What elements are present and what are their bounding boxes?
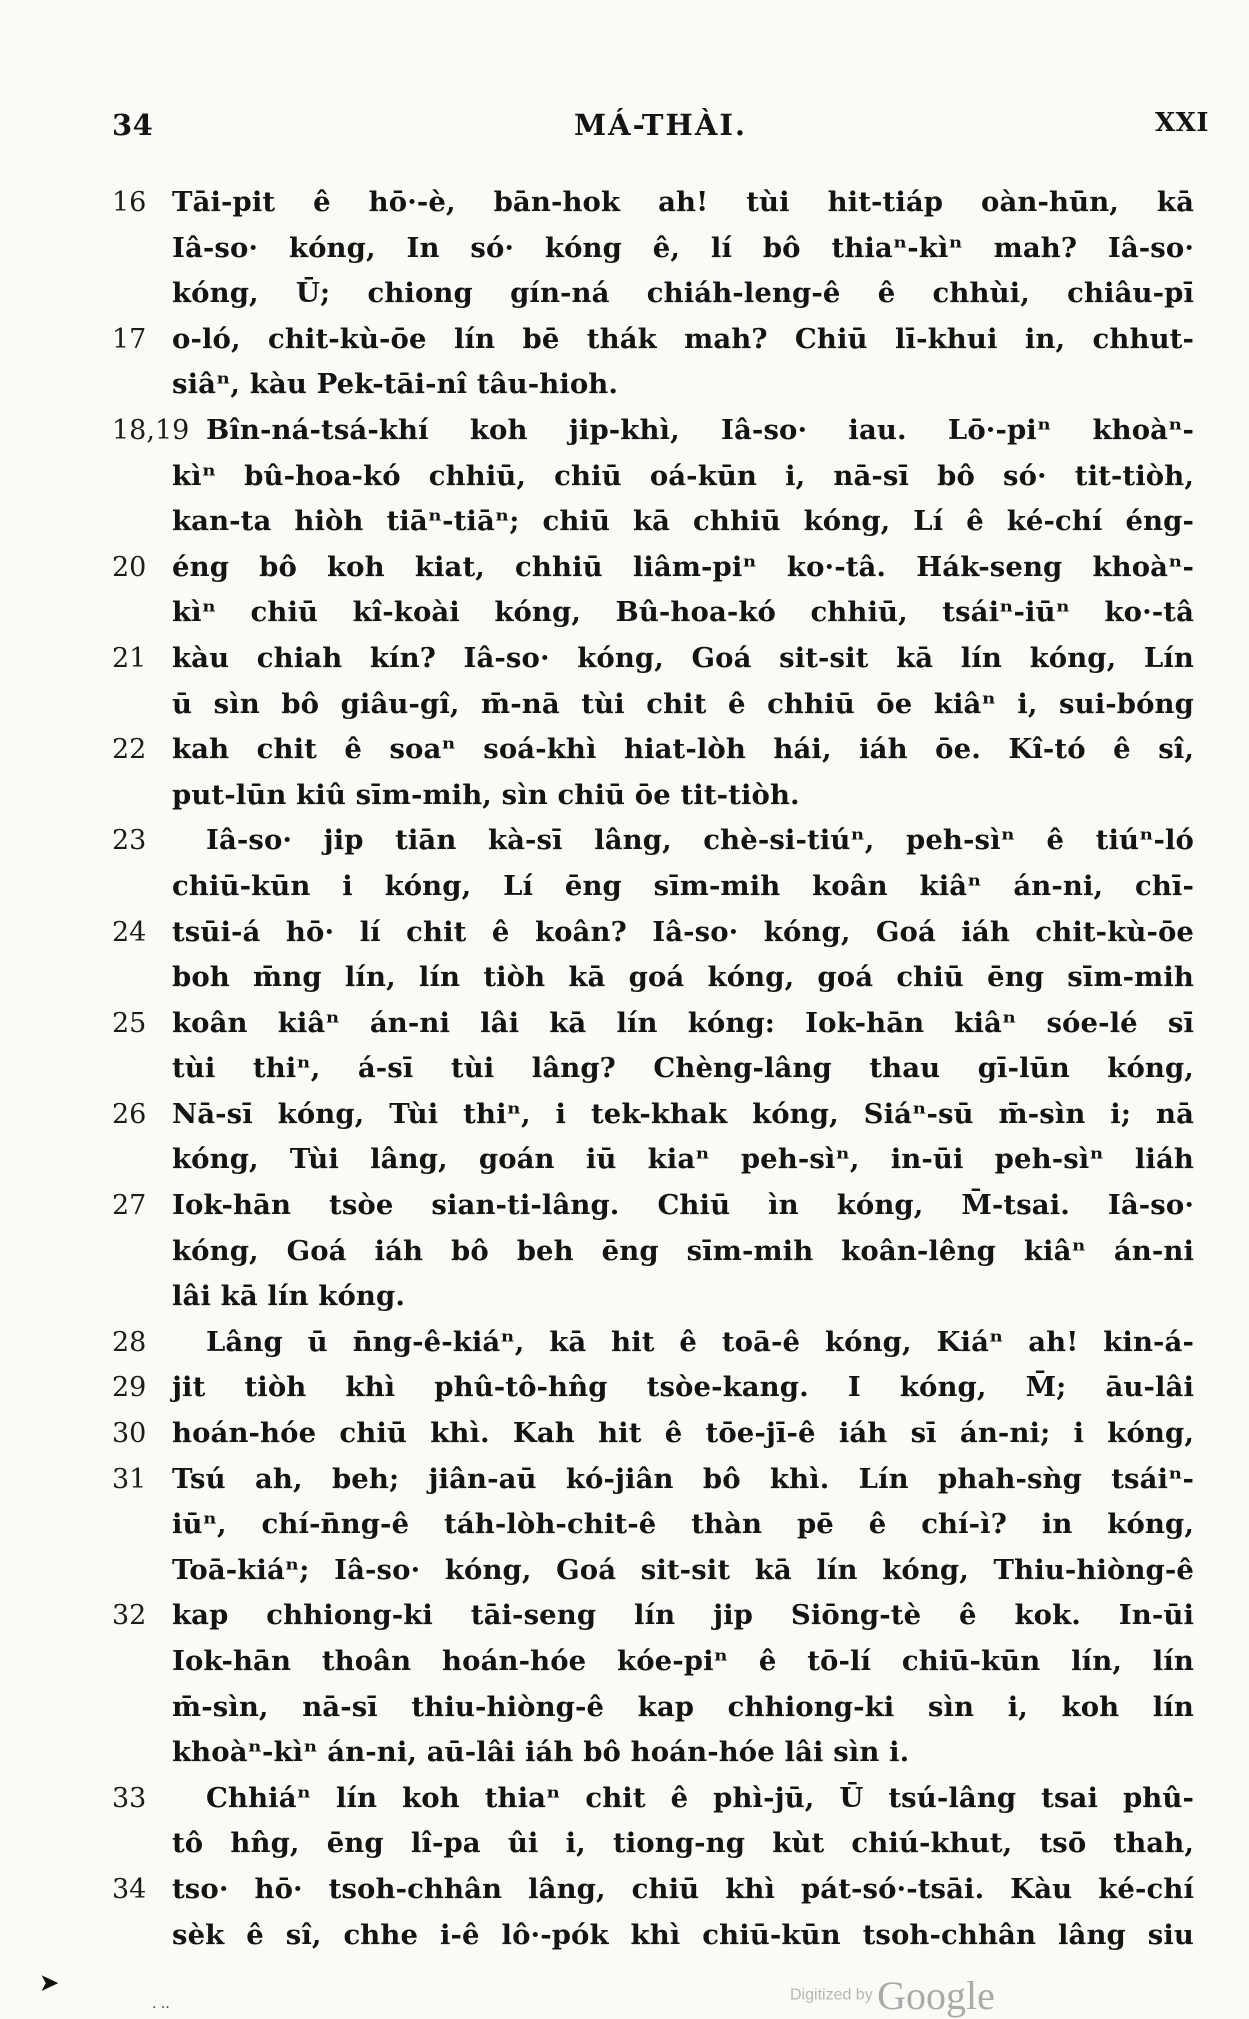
text-line [112, 1092, 1194, 1138]
line-text: kóng, Goá iáh bô beh ēng sīm-mih koân-lêng kiâⁿ án-ni [172, 1234, 1194, 1267]
line-text: kóng, Ū; chiong gín-ná chiáh-leng-ê ê chhùi, chiâu-pī [172, 277, 1194, 310]
line-text: kàu chiah kín? Iâ-so· kóng, Goá sit-sit kā lín kóng, Lín [172, 641, 1194, 674]
verse-number: 27 [112, 1190, 147, 1222]
print-specks: · ·· [152, 2000, 170, 2016]
text-line [112, 1867, 1194, 1913]
line-text: Lâng ū n̄ng-ê-kiáⁿ, kā hit ê toā-ê kóng, Kiáⁿ ah! kin-á- [206, 1325, 1194, 1358]
line-text: hoán-hóe chiū khì. Kah hit ê tōe-jī-ê iáh sī án-ni; i kóng, [172, 1417, 1194, 1450]
verse-number: 22 [112, 734, 147, 766]
text-line [112, 955, 1194, 1001]
text-line [112, 1821, 1194, 1867]
text-line [112, 1183, 1194, 1229]
line-text: iūⁿ, chí-n̄ng-ê táh-lòh-chit-ê thàn pē ê chí-ì? in kóng, [172, 1508, 1194, 1541]
verse-number: 23 [112, 825, 147, 857]
text-line [112, 773, 1194, 819]
page-number: 34 [112, 108, 154, 142]
line-text: put-lūn kiû sīm-mih, sìn chiū ōe tit-tiòh. [172, 778, 800, 811]
text-line [112, 1913, 1194, 1959]
verse-number: 30 [112, 1418, 147, 1450]
verse-number: 20 [112, 551, 147, 583]
line-text: siâⁿ, kàu Pek-tāi-nî tâu-hioh. [172, 368, 619, 401]
line-text: Iok-hān thoân hoán-hóe kóe-piⁿ ê tō-lí chiū-kūn lín, lín [172, 1645, 1194, 1677]
line-text: koân kiâⁿ án-ni lâi kā lín kóng: Iok-hān kiâⁿ sóe-lé sī [172, 1006, 1194, 1039]
text-body [112, 180, 1194, 1958]
line-text: m̄-sìn, nā-sī thiu-hiòng-ê kap chhiong-ki sìn i, koh lín [172, 1690, 1194, 1723]
line-text: tô hn̂g, ēng lî-pa ûi i, tiong-ng kùt chiú-khut, tsō thah, [172, 1827, 1194, 1860]
verse-number: 24 [112, 916, 147, 948]
line-text: kìⁿ bû-hoa-kó chhiū, chiū oá-kūn i, nā-sī bô só· tit-tiòh, [172, 459, 1194, 492]
line-text: kah chit ê soaⁿ soá-khì hiat-lòh hái, iáh ōe. Kî-tó ê sî, [172, 733, 1194, 766]
google-logo: Google [877, 1973, 995, 2018]
text-line [112, 180, 1194, 226]
line-text: Chhiáⁿ lín koh thiaⁿ chit ê phì-jū, Ū tsú-lâng tsai phû- [206, 1781, 1194, 1814]
line-text: lâi kā lín kóng. [172, 1280, 405, 1313]
page-header [112, 108, 1209, 152]
text-line [112, 1229, 1194, 1275]
text-line [112, 454, 1194, 500]
line-text: éng bô koh kiat, chhiū liâm-piⁿ ko·-tâ. Hák-seng khoàⁿ- [172, 550, 1194, 583]
verse-number: 34 [112, 1873, 147, 1905]
text-line [112, 590, 1194, 636]
line-text: kìⁿ chiū kî-koài kóng, Bû-hoa-kó chhiū, tsáiⁿ-iūⁿ ko·-tâ [172, 596, 1194, 629]
text-line [112, 545, 1194, 591]
text-line [112, 1548, 1194, 1594]
text-line [112, 1685, 1194, 1731]
text-line [112, 1274, 1194, 1320]
line-text: tso· hō· tsoh-chhân lâng, chiū khì pát-só·-tsāi. Kàu ké-chí [172, 1872, 1194, 1905]
text-line [112, 1457, 1194, 1503]
line-text: Nā-sī kóng, Tùi thiⁿ, i tek-khak kóng, Siáⁿ-sū m̄-sìn i; nā [172, 1097, 1194, 1130]
line-text: Tāi-pit ê hō·-è, bān-hok ah! tùi hit-tiáp oàn-hūn, kā [172, 186, 1194, 218]
text-line [112, 226, 1194, 272]
verse-number: 21 [112, 642, 147, 674]
verse-number: 31 [112, 1463, 147, 1495]
watermark-prefix: Digitized by [790, 1986, 873, 2004]
digitized-watermark [790, 1972, 995, 2019]
verse-number: 33 [112, 1782, 147, 1814]
text-line [112, 1137, 1194, 1183]
line-text: boh m̄ng lín, lín tiòh kā goá kóng, goá chiū ēng sīm-mih [172, 961, 1194, 994]
text-line [112, 1730, 1194, 1776]
verse-number: 32 [112, 1600, 147, 1632]
running-title: MÁ-THÀI. [574, 108, 747, 142]
line-text: Bîn-ná-tsá-khí koh jip-khì, Iâ-so· iau. Lō·-piⁿ khoàⁿ- [206, 413, 1194, 446]
line-text: Iok-hān tsòe sian-ti-lâng. Chiū ìn kóng, M̄-tsai. Iâ-so· [172, 1189, 1194, 1222]
line-text: kóng, Tùi lâng, goán iū kiaⁿ peh-sìⁿ, in-ūi peh-sìⁿ liáh [172, 1143, 1194, 1176]
chapter-number: XXI [1154, 108, 1209, 138]
line-text: Tsú ah, beh; jiân-aū kó-jiân bô khì. Lín phah-sǹg tsáiⁿ- [172, 1462, 1194, 1495]
text-line [112, 1639, 1194, 1685]
verse-number: 26 [112, 1098, 147, 1130]
text-line [112, 1411, 1194, 1457]
text-line [112, 864, 1194, 910]
line-text: Iâ-so· kóng, In só· kóng ê, lí bô thiaⁿ-kìⁿ mah? Iâ-so· [172, 231, 1194, 264]
line-text: tùi thiⁿ, á-sī tùi lâng? Chèng-lâng thau gī-lūn kóng, [172, 1052, 1194, 1085]
text-line [112, 362, 1194, 408]
text-line [112, 910, 1194, 956]
verse-number: 16 [112, 187, 147, 218]
verse-number: 28 [112, 1326, 147, 1358]
line-text: Iâ-so· jip tiān kà-sī lâng, chè-si-tiúⁿ, peh-sìⁿ ê tiúⁿ-ló [206, 824, 1194, 857]
line-text: ū sìn bô giâu-gî, m̄-nā tùi chit ê chhiū ōe kiâⁿ i, sui-bóng [172, 687, 1194, 720]
text-line [112, 727, 1194, 773]
line-text: kan-ta hiòh tiāⁿ-tiāⁿ; chiū kā chhiū kóng, Lí ê ké-chí éng- [172, 505, 1194, 538]
line-text: kap chhiong-ki tāi-seng lín jip Siōng-tè ê kok. In-ūi [172, 1599, 1194, 1632]
text-line [112, 1593, 1194, 1639]
line-text: khoàⁿ-kìⁿ án-ni, aū-lâi iáh bô hoán-hóe lâi sìn i. [172, 1736, 910, 1769]
text-line [112, 271, 1194, 317]
verse-number: 29 [112, 1372, 147, 1404]
text-line [112, 1365, 1194, 1411]
text-line [112, 1776, 1194, 1822]
text-line [112, 317, 1194, 363]
text-line [112, 1502, 1194, 1548]
text-line [112, 408, 1194, 454]
text-line [112, 818, 1194, 864]
text-line [112, 1001, 1194, 1047]
line-text: o-ló, chit-kù-ōe lín bē thák mah? Chiū lī-khui in, chhut- [172, 322, 1194, 355]
text-line [112, 1320, 1194, 1366]
line-text: jit tiòh khì phû-tô-hn̂g tsòe-kang. I kóng, M̄; āu-lâi [172, 1371, 1194, 1404]
text-line [112, 499, 1194, 545]
verse-number: 25 [112, 1007, 147, 1039]
verse-number: 18,19 [112, 414, 190, 446]
line-text: tsūi-á hō· lí chit ê koân? Iâ-so· kóng, Goá iáh chit-kù-ōe [172, 915, 1194, 948]
line-text: Toā-kiáⁿ; Iâ-so· kóng, Goá sit-sit kā lín kóng, Thiu-hiòng-ê [172, 1553, 1194, 1586]
line-text: sèk ê sî, chhe i-ê lô·-pók khì chiū-kūn tsoh-chhân lâng siu [172, 1918, 1194, 1951]
text-line [112, 682, 1194, 728]
hand-pointer-icon: ➤ [40, 1970, 59, 1996]
verse-number: 17 [112, 323, 147, 355]
text-line [112, 1046, 1194, 1092]
text-line [112, 636, 1194, 682]
line-text: chiū-kūn i kóng, Lí ēng sīm-mih koân kiâⁿ án-ni, chī- [172, 869, 1194, 902]
